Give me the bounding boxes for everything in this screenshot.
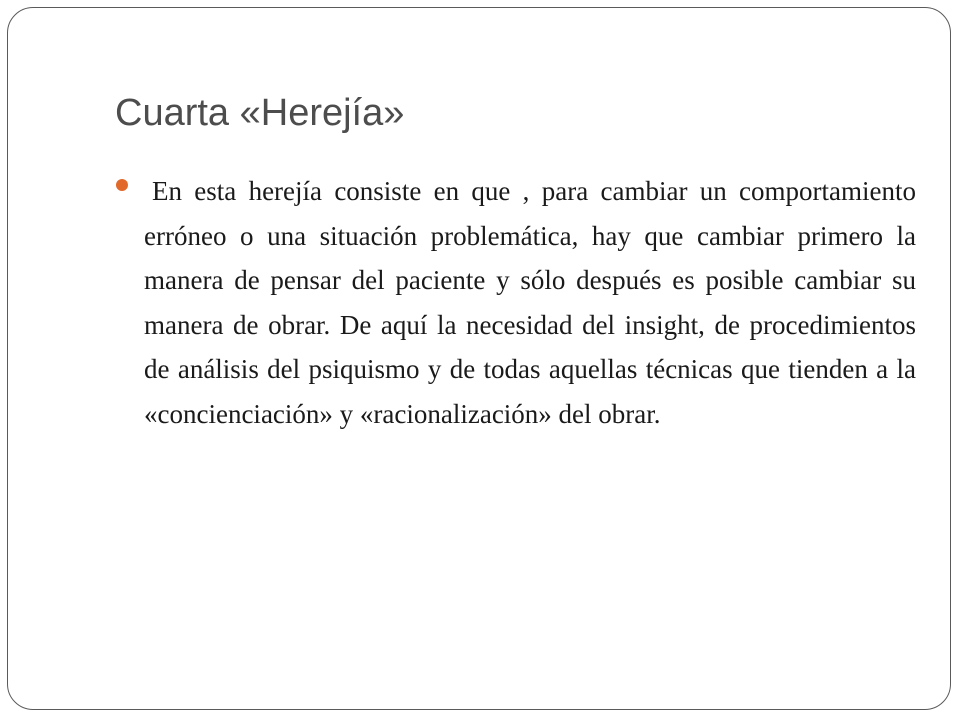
bullet-dot-icon bbox=[116, 179, 128, 191]
bullet-item bbox=[114, 169, 916, 436]
slide-frame bbox=[7, 7, 951, 710]
bullet-text: En esta herejía consiste en que , para cambiar un comportamiento erróneo o una situación problemática, hay que cambiar primero la manera de pensar del paciente y sólo después es posible cambiar su manera de obrar. De aquí la necesidad del insight, de procedimientos de análisis del psiquismo y de todas aquellas técnicas que tienden a la «concienciación» y «racionalización» del obrar. bbox=[144, 176, 916, 429]
slide-title: Cuarta «Herejía» bbox=[115, 92, 405, 134]
bullet-list bbox=[114, 169, 916, 436]
